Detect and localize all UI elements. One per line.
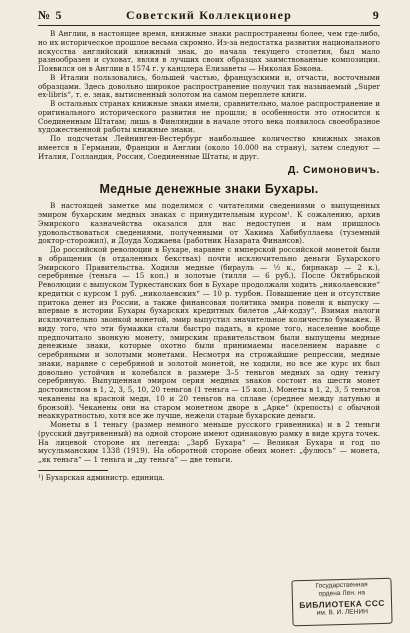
journal-title: Советский Коллекционер (125, 8, 293, 22)
article-title: Медные денежные знаки Бухары. (99, 182, 319, 197)
stamp-line: Государственная (315, 581, 368, 590)
footnote: ¹) Бухарская администр. единица. (38, 473, 165, 482)
footnote-rule (38, 470, 108, 471)
author-signature: Д. Симоновичъ. (287, 164, 380, 177)
paragraph: До российской революции в Бухаре, наравне с имперской российской монетой были в обращении (в отдаленных бекствах) почти исключительно деньги Бухарского Эмирского Правительства. Ходили медные (бирауль — ½ к., бирнакар — 2 к.), серебряные (теньга — 15 коп.) и золотые (тилля — 6 руб.). После Октябрьской Революции с выпуском Туркестанских бон в Бухаре продолжали ходить „николаевские“ кредитки с курсом 1 руб. „николаевских“ — 10 р. турбон. Повышение цен и отсутствие притока денег из России, а также финансовая политика эмира повели к выпуску — впервые в истории Бухары бухарских кредитных билетов „Ай-кодзу“. Взимая налоги исключительно звонкой монетой, эмир выпустил значительное количество бумажек. В виду того, что эти бумажки стали быстро падать, в кроме того, население вообще предпочитало звонкую монету, эмирским правительством были выпущены медные денежные знаки, которые охотно были принимаемы населением наравне с серебряными и золотыми монетами. Несмотря на строжайшие репрессии, медные знаки, наравне с серебряной и золотой монетой, не ходили, но все же курс их был довольно устойчив и колебался в размере 3–5 теньгов медных за одну теньгу серебряную. Выпущенная эмиром серия медных знаков состоит на шести монет достоинством в 1, 2, 3, 5, 10, 20 теньгов (1 теньга — 15 коп.). Монеты в 1, 2, 3, 5 теньгов чеканены на красной меди, 10 и 20 теньгов на сплаве (среднее между латунью и бронзой). Чеканены они на старом монетном дворе в „Арке“ (крепость) с обычной неаккуратностью, хотя все же лучше, нежели старые бухарские деньги. (38, 245, 380, 421)
stamp-line: ордена Лен. на (318, 589, 366, 599)
header-rule (38, 25, 380, 26)
issue-number: № 5 (38, 8, 63, 22)
paragraph: По подсчетам Лейнинген-Вестербург наибольшее количество книжных знаков имеется в Германии, Франции и Англии (около 10.000 на страну), затем следуют — Италия, Голландия, Россия, Соединенные Штаты, и друг. (38, 134, 380, 161)
paragraph: В остальных странах книжные знаки имели, сравнительно, малое распространение и оригинального исторического развития не прошли; в особенности это относится к Соединенным Штатам; лишь в Финляндии в начале этого века появилось своеобразное художественной работы книжные знаки. (38, 99, 380, 135)
previous-article-end (38, 30, 380, 177)
stamp-line: им. В. И. ЛЕНИН (316, 608, 369, 617)
paragraph: В Англии, в настоящее время, книжные знаки распространены более, чем где-либо, но их историческое прошлое весьма скромно. Из-за недостатка развития национального искусства английский книжный знак, до начала текущего столетия, был мало разнообразен и суховат, являя в лучших своих образцах заимствованные композиции. Появился он в Англии в 1574 г. у канцлера Елизаветы — Николая Бэкона. (38, 29, 380, 73)
library-stamp (291, 578, 392, 627)
paragraph: В настоящей заметке мы поделимся с читателями сведениями о выпущенных эмиром бухарским медных знаках с принудительным курсом¹. К сожалению, архив Эмирского казначейства оказался для нас недоступен и нам пришлось удовольствоваться сведениями, полученными от Хакима Хабибуллаева (туземный доктор-сторожил), и Доуда Ходжаева (работник Назарата Финансов). (38, 201, 380, 246)
paragraph: В Италии пользовались, большей частью, французскими и, отчасти, восточными образцами. Здесь довольно широкое распространение получил так называемый „Super ex-libris“, т. е. знак, вытисненный золотом на самом переплете книги. (38, 72, 380, 100)
page-header (38, 8, 380, 22)
page-number: 9 (372, 8, 380, 22)
paragraph: Монеты в 1 теньгу (размер немного меньше русского гривенника) и в 2 теньги (русский двугривенный) на одной стороне имеют одинаковую рамку в виде круга точек. На лицевой стороне их легенда: „Зарб Бухара“ — Великая Бухара и год по мусульманским 1338 (1919). На оборотной стороне обеих монет: „фулюсъ“ — монета, „як теньга“ — 1 теньга и „ду теньга“ — две теньги. (38, 420, 380, 464)
article (38, 182, 380, 482)
stamp-line: БИБЛИОТЕКА ССС (299, 597, 385, 610)
